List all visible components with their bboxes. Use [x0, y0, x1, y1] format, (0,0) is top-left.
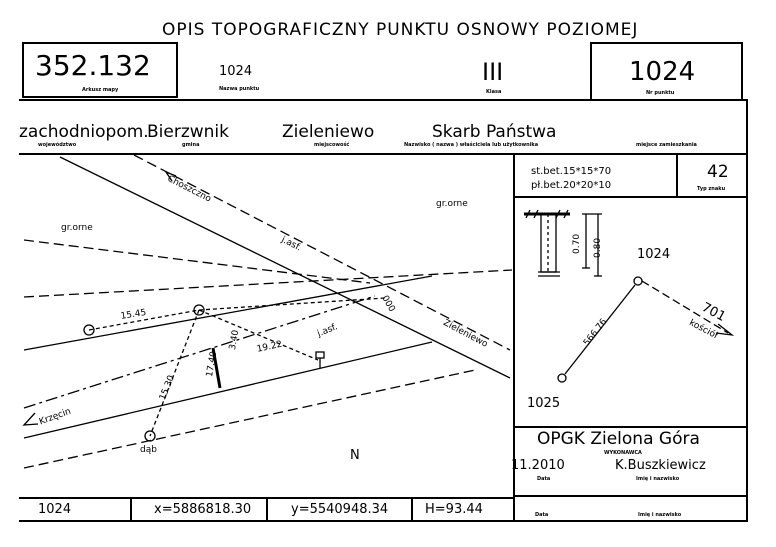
point-number: 1024 — [629, 57, 696, 87]
marker-spec-1: st.bet.15*15*70 — [531, 166, 612, 177]
distance-19-22: 19.22 — [256, 339, 284, 355]
coord-h: H=93.44 — [425, 502, 483, 517]
class-label: Klasa — [486, 89, 502, 95]
coord-x: x=5886818.30 — [154, 502, 252, 517]
execution-date-label: Data — [537, 476, 551, 482]
distance-3-40: 3.40 — [228, 329, 242, 351]
distance-15-30: 15.30 — [158, 374, 177, 402]
road-label-choszczno: Choszczno — [165, 174, 213, 205]
direction-label: kościół — [687, 318, 720, 342]
update-date-label: Data — [535, 512, 549, 518]
tree-label: dąb — [140, 445, 157, 455]
sheet-number: 352.132 — [35, 49, 151, 82]
commune: Bierzwnik — [147, 122, 230, 142]
field-label-1: gr.orne — [61, 223, 93, 233]
marker-spec-2: pł.bet.20*20*10 — [531, 180, 612, 191]
company: OPGK Zielona Góra — [537, 429, 700, 449]
executor: K.Buszkiewicz — [615, 458, 706, 473]
coord-y: y=5540948.34 — [291, 502, 389, 517]
point-top-label: 1024 — [637, 247, 671, 262]
company-label: WYKONAWCA — [604, 450, 642, 456]
marker-depth-2: 0.80 — [593, 237, 603, 258]
locality-label: miejscowość — [314, 142, 350, 148]
voivodeship-label: województwo — [38, 142, 77, 148]
sketch-distance: 566.76 — [582, 317, 610, 349]
locality: Zieleniewo — [282, 122, 375, 142]
coord-point-name: 1024 — [38, 502, 72, 517]
owner: Skarb Państwa — [432, 122, 557, 142]
point-bottom-label: 1025 — [527, 396, 561, 411]
marker-type-label: Typ znaku — [697, 186, 726, 192]
point-name-label: Nazwa punktu — [219, 86, 260, 92]
surface-label-1: j.asf. — [279, 235, 303, 254]
execution-date: 11.2010 — [511, 458, 565, 473]
direction-value: 701 — [698, 300, 728, 325]
class-value: III — [482, 58, 504, 86]
distance-15-45: 15.45 — [120, 307, 148, 322]
owner-label: Nazwisko ( nazwa ) właściciela lub użytkownika — [404, 142, 539, 148]
voivodeship: zachodniopom. — [19, 122, 149, 142]
marker-depth-1: 0.70 — [572, 233, 582, 254]
km-mark: 000 — [379, 294, 397, 314]
marker-section — [524, 210, 602, 276]
update-person-label: Imię i nazwisko — [638, 512, 682, 518]
road-label-zieleniewo: Zieleniewo — [441, 318, 490, 350]
storage-label: miejsce zamieszkania — [636, 142, 697, 148]
field-label-2: gr.orne — [436, 199, 468, 209]
surface-label-2: j.asf. — [316, 322, 340, 340]
road-label-krzecin: Krzęcin — [38, 406, 73, 428]
sheet-number-label: Arkusz mapy — [82, 87, 119, 93]
page-title: OPIS TOPOGRAFICZNY PUNKTU OSNOWY POZIOMEJ — [162, 20, 639, 40]
distance-17-40: 17.40 — [205, 350, 220, 378]
point-name: 1024 — [219, 64, 253, 79]
north-label: N — [350, 448, 360, 463]
executor-label: Imię i nazwisko — [636, 476, 680, 482]
commune-label: gmina — [182, 142, 200, 148]
marker-type: 42 — [707, 162, 729, 182]
point-number-label: Nr punktu — [646, 90, 675, 96]
